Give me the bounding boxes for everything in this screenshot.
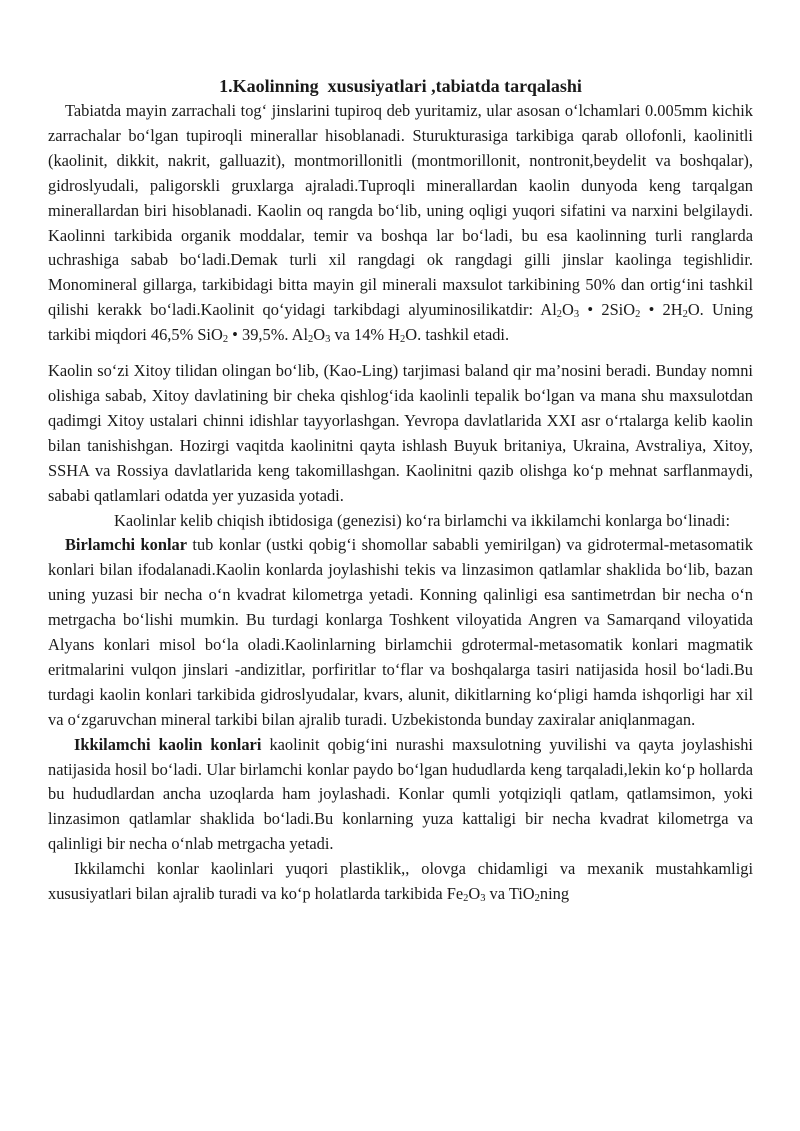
subscript: 3	[325, 334, 331, 346]
paragraph-text: Ikkilamchi konlar kaolinlari yuqori plastiklik,, olovga chidamligi va mexanik mustahkamligi xususiyatlari bilan ajralib turadi va ko‘p holatlarda tarkibida Fe	[48, 859, 753, 904]
paragraph-text: tub konlar (ustki qobig‘i shomollar sababli yemirilgan) va gidrotermal-metasomatik konlari bilan ifodalanadi.Kaolin konlarda joylashishi tekis va linzasimon qatlamlar shaklida bo‘lib, bazan uning yuzasi bir necha o‘n kvadrat kilometrga yetadi. Konning qalinligi esa santimetrdan bir necha o‘n metrgacha bo‘lishi mumkin. Bu turdagi konlarga Toshkent viloyatida Angren va Samarqand viloyatida Alyans konlari misol bo‘la oladi.Kaolinlarning birlamchii gdrotermal-metasomatik konlari magmatik eritmalarini vulqon jinslari -andizitlar, porfiritlar to‘flar va boshqalarga tasiri natijasida hosil bo‘ladi.Bu turdagi kaolin konlari tarkibida gidroslyudalar, kvars, alunit, dikitlarning ko‘pligi hamda ishqorligi har xil va o‘zgaruvchan mineral tarkibi bilan ajralib turadi. Uzbekistonda bunday zaxiralar aniqlanmagan.	[48, 535, 753, 729]
section-title: 1.Kaolinning xususiyatlari ,tabiatda tarqalashi	[219, 76, 582, 96]
subscript: 3	[480, 893, 486, 905]
formula-text: ning	[539, 884, 570, 904]
paragraph-primary-deposits	[48, 533, 753, 732]
formula-text: va TiO	[485, 884, 535, 904]
paragraph-text: kaolinit qobig‘ini nurashi maxsulotning yuvilishi va qayta joylashishi natijasida hosil bo‘ladi. Ular birlamchi konlar paydo bo‘lgan hududlarda keng tarqaladi,lekin ko‘p hollarda bu hududlardan ancha uzoqlarda ham joylashadi. Konlar qumli yotqiziqli qatlam, qatlamsimon, yoki linzasimon qatlamlar shaklida bo‘ladi.Bu konlarning yuza kattaligi bir necha kvadrat kilometrga va qalinligi bir necha o‘nlab metrgacha yetadi.	[48, 734, 753, 854]
formula-text: O	[468, 884, 481, 904]
term-secondary-deposits: Ikkilamchi kaolin konlari	[74, 734, 262, 754]
formula-text: O. Uning tarkibi miqdori 46,5% SiO	[48, 300, 754, 345]
subscript: 2	[463, 893, 469, 905]
subscript: 2	[400, 334, 406, 346]
formula-text: O	[313, 325, 326, 345]
subscript: 2	[635, 309, 641, 321]
formula-text: • 2SiO	[579, 300, 636, 320]
term-primary-deposits: Birlamchi konlar	[65, 535, 187, 555]
subscript: 2	[556, 309, 563, 321]
formula-text: O. tashkil etadi.	[405, 325, 510, 345]
paragraph-secondary-properties	[48, 857, 753, 907]
formula-text: va 14% H	[330, 325, 401, 345]
subscript: 2	[222, 334, 229, 346]
paragraph-deposit-types: Kaolinlar kelib chiqish ibtidosiga (genezisi) ko‘ra birlamchi va ikkilamchi konlarga bo‘linadi:	[114, 510, 731, 530]
subscript: 2	[308, 334, 314, 346]
formula-text: O	[562, 300, 574, 320]
document-page	[48, 74, 753, 907]
subscript: 3	[573, 309, 580, 321]
subscript: 2	[534, 893, 540, 905]
paragraph-kaolin-properties	[48, 99, 753, 348]
paragraph-text: Tabiatda mayin zarrachali tog‘ jinslarini tupiroq deb yuritamiz, ular asosan o‘lchamlari 0.005mm kichik zarrachalar bo‘lgan tupiroqli minerallar hisoblanadi. Sturukturasiga tarkibiga qarab ollofonli, kaolinitli (kaolinit, dikkit, nakrit, galluazit), montmorillonitli (montmorillonit, nontronit,beydelit va boshqalar), gidroslyudali, paligorskli gruxlarga ajraladi.Tuproqli minerallardan kaolin dunyoda keng tarqalgan minerallardan biri hisoblanadi. Kaolin oq rangda bo‘lib, uning oqligi yuqori sifatini va narxini belgilaydi. Kaolinni tarkibida organik moddalar, temir va boshqa lar bo‘ladi, bu esa kaolinning turli ranglarda uchrashiga sabab bo‘ladi.Demak turli xil rangdagi ok rangdagi gilli jinslar kaolinga tegishlidir. Monomineral gillarga, tarkibidagi bitta mayin gil minerali maxsulot tarkibining 50% dan ortig‘ini tashkil qilishi kerakk bo‘ladi.Kaolinit qo‘yidagi tarkibdagi alyuminosilikatdir: Al	[48, 101, 753, 320]
formula-text: • 39,5%. Al	[228, 325, 309, 345]
paragraph-secondary-deposits	[48, 733, 753, 858]
formula-text: • 2H	[640, 300, 683, 320]
paragraph-kaolin-origin: Kaolin so‘zi Xitoy tilidan olingan bo‘lib, (Kao-Ling) tarjimasi baland qir ma’nosini beradi. Bunday nomni olishiga sabab, Xitoy davlatining bir cheka qishlog‘ida kaolinli tepalik bo‘lgan va mana shu maxsulotdan qadimgi Xitoy ustalari chinni idishlar tayyorlashgan. Yevropa davlatlarida XXI asr o‘rtalarga kelib kaolin bilan tanishishgan. Hozirgi vaqitda kaolinitni qayta ishlash Buyuk britaniya, Ukraina, Avstraliya, Xitoy, SSHA va Rossiya davlatlarida keng takomillashgan. Kaolinitni qazib olishga ko‘p mehnat sarflanmaydi, sababi qatlamlari odatda yer yuzasida yotadi.	[48, 361, 753, 505]
subscript: 2	[682, 309, 688, 321]
